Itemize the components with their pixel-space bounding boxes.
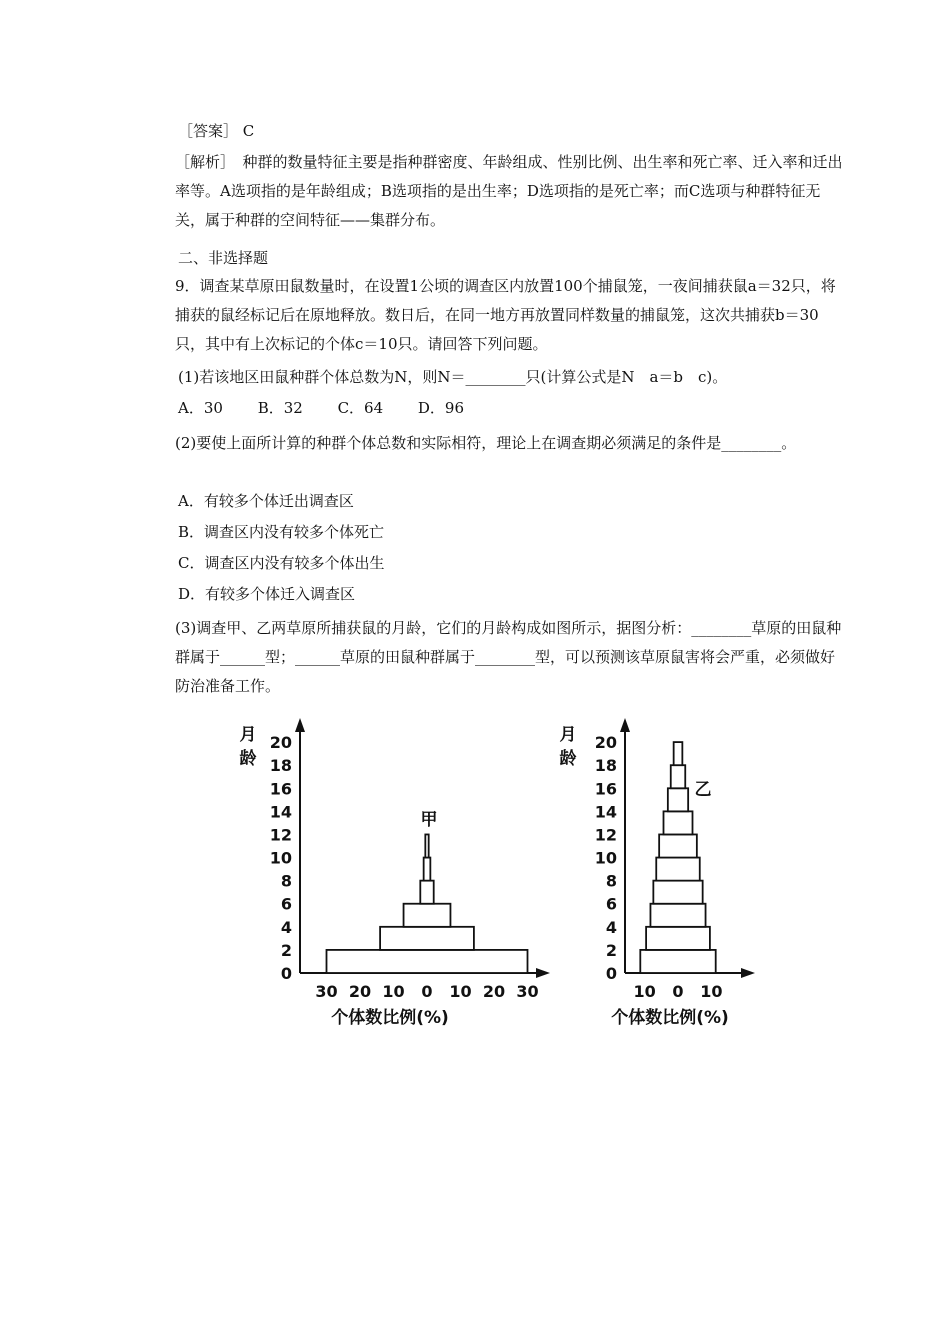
y-tick-label: 14 [594, 802, 617, 822]
y-axis-label: 龄 [239, 749, 257, 769]
question-9: 9．调查某草原田鼠数量时，在设置1公顷的调查区内放置100个捕鼠笼，一夜间捕获鼠a＝32只，将捕获的鼠经标记后在原地释放。数日后，在同一地方再放置同样数量的捕鼠笼，这次共捕获b＝30只，其中有上次标记的个体c＝10只。请回答下列问题。 [175, 277, 836, 353]
y-tick-label: 6 [605, 894, 617, 914]
x-tick-label: 30 [315, 982, 338, 1001]
question-9-part-3: (3)调查甲、乙两草原所捕获鼠的月龄，它们的月龄构成如图所示，据图分析：________草原的田鼠种群属于______型；______草原的田鼠种群属于________型，可以预测该草原鼠害将会严重，必须做好防治准备工作。 [175, 619, 842, 695]
y-tick-label: 10 [594, 848, 617, 868]
x-tick-label: 20 [482, 982, 506, 1001]
option-c: C．调查区内没有较多个体出生 [178, 554, 385, 572]
age-bar [404, 904, 451, 927]
y-tick-label: 0 [280, 964, 292, 983]
y-tick-label: 10 [269, 848, 292, 868]
question-9-part-1-options: A．30 B．32 C．64 D．96 [178, 399, 465, 417]
age-bar [380, 927, 474, 950]
y-tick-label: 12 [594, 825, 617, 845]
y-tick-label: 2 [280, 940, 292, 960]
section-heading: 二、非选择题 [178, 249, 269, 267]
question-9-part-1: (1)若该地区田鼠种群个体总数为N，则N＝________只(计算公式是N a＝b c)。 [178, 368, 728, 386]
y-tick-label: 0 [605, 964, 617, 983]
y-tick-label: 6 [280, 894, 292, 914]
age-bar [425, 834, 428, 857]
analysis-paragraph: ［解析］ 种群的数量特征主要是指种群密度、年龄组成、性别比例、出生率和死亡率、迁入率和迁出率等。A选项指的是年龄组成；B选项指的是出生率；D选项指的是死亡率；而C选项与种群特征无关，属于种群的空间特征——集群分布。 [175, 153, 843, 229]
x-tick-label: 10 [449, 982, 472, 1001]
x-axis-label: 个体数比例(%) [611, 1008, 729, 1028]
age-pyramid-jia [230, 710, 560, 1040]
option-b: B．调查区内没有较多个体死亡 [178, 523, 385, 541]
x-tick-label: 10 [633, 982, 656, 1001]
y-tick-label: 20 [594, 733, 617, 753]
y-tick-label: 20 [269, 733, 292, 753]
y-tick-label: 4 [605, 917, 617, 937]
y-axis-label: 月 [559, 725, 577, 745]
y-tick-label: 2 [605, 940, 617, 960]
question-9-part-2: (2)要使上面所计算的种群个体总数和实际相符，理论上在调查期必须满足的条件是________。 [175, 434, 797, 452]
x-tick-label: 0 [672, 982, 684, 1001]
y-tick-label: 8 [280, 871, 292, 891]
age-bar [656, 858, 700, 881]
y-tick-label: 16 [269, 779, 292, 799]
y-axis-label: 龄 [559, 749, 577, 769]
x-axis-arrow [741, 968, 755, 978]
y-tick-label: 14 [269, 802, 292, 822]
y-tick-label: 8 [605, 871, 617, 891]
y-tick-label: 12 [269, 825, 292, 845]
x-tick-label: 30 [516, 982, 539, 1001]
age-bar [327, 950, 528, 973]
age-bar [424, 858, 431, 881]
age-bar [640, 950, 715, 973]
x-axis-arrow [536, 968, 550, 978]
y-tick-label: 16 [594, 779, 617, 799]
age-bar [650, 904, 705, 927]
y-axis-arrow [620, 718, 630, 732]
age-bar [646, 927, 710, 950]
age-bar [668, 788, 688, 811]
answer-line: ［答案］ C [178, 122, 255, 140]
x-tick-label: 20 [348, 982, 372, 1001]
option-d: D．有较多个体迁入调查区 [178, 585, 356, 603]
age-bar [664, 811, 693, 834]
x-tick-label: 0 [421, 982, 433, 1001]
chart-title: 乙 [694, 780, 712, 800]
y-tick-label: 18 [594, 756, 617, 776]
chart-title: 甲 [420, 810, 438, 830]
age-bar [659, 834, 697, 857]
y-axis-label: 月 [239, 725, 257, 745]
y-tick-label: 4 [280, 917, 292, 937]
y-tick-label: 18 [269, 756, 292, 776]
age-bar [420, 881, 433, 904]
age-pyramid-yi [550, 710, 770, 1040]
age-bar [671, 765, 686, 788]
option-a: A．有较多个体迁出调查区 [178, 492, 354, 510]
x-tick-label: 10 [382, 982, 405, 1001]
age-bar [674, 742, 683, 765]
x-axis-label: 个体数比例(%) [331, 1008, 449, 1028]
age-bar [653, 881, 702, 904]
x-tick-label: 10 [700, 982, 723, 1001]
y-axis-arrow [295, 718, 305, 732]
